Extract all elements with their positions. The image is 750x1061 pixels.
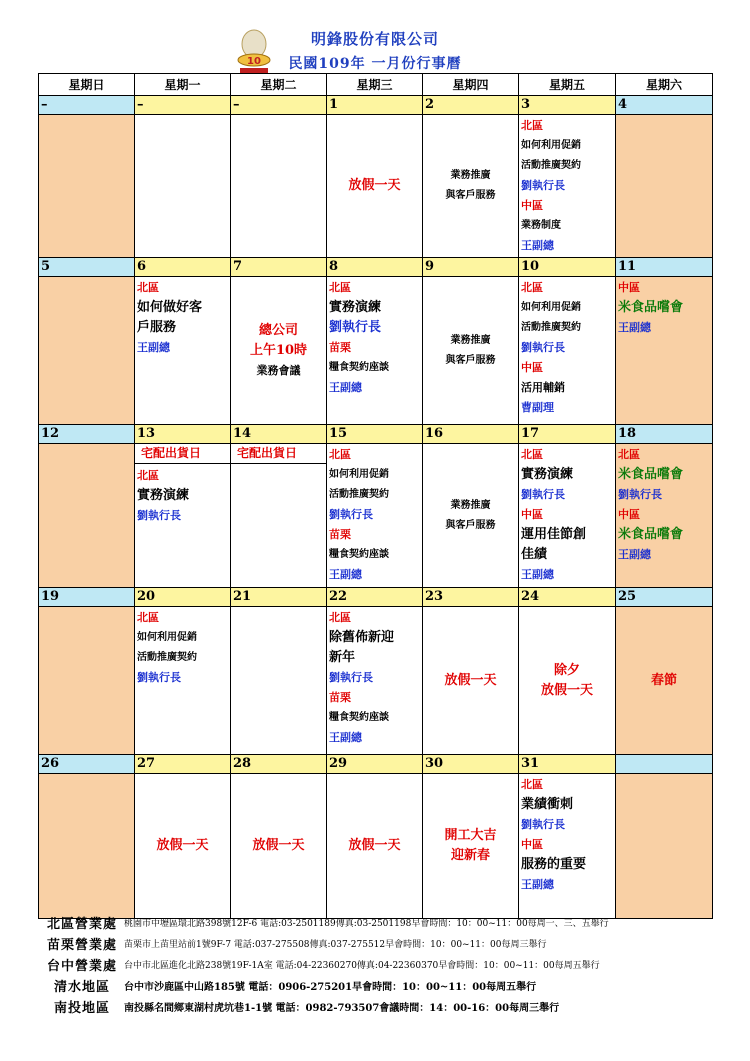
day-cell-sat xyxy=(616,607,713,755)
date-number-sat: 4 xyxy=(616,96,713,115)
day-cell-tue xyxy=(231,277,327,425)
date-number-mon: 13 xyxy=(135,425,231,444)
events-row xyxy=(39,607,713,755)
day-cell-sun xyxy=(39,774,135,919)
date-number-fri: 10 xyxy=(519,258,616,277)
day-cell-mon xyxy=(135,115,231,258)
day-cell-thu xyxy=(423,115,519,258)
event-line: 業務制度 xyxy=(521,220,561,231)
day-cell-wed xyxy=(327,277,423,425)
date-number-tue: 28 xyxy=(231,755,327,774)
event-line: 米食品嚐會 xyxy=(618,467,684,482)
date-number-sat: 18 xyxy=(616,425,713,444)
event-line: 北區 xyxy=(329,611,351,624)
date-number-tue: 21 xyxy=(231,588,327,607)
day-cell-fri xyxy=(519,115,616,258)
date-row xyxy=(39,755,713,774)
date-number-tue: 14 xyxy=(231,425,327,444)
delivery-day-tag: 宅配出貨日 xyxy=(231,444,326,464)
event-line: 活動推廣契約 xyxy=(137,652,197,663)
event-line: 總公司 xyxy=(258,322,298,338)
office-info: 苗栗市上苗里站前1號9F-7 電話:037-275508傳真:037-275512早會時間：10：00~11：00每周三舉行 xyxy=(124,940,547,950)
day-cell-thu xyxy=(423,607,519,755)
day-cell-sun xyxy=(39,444,135,588)
event-line: 如何利用促銷 xyxy=(329,469,389,480)
event-line: 放假一天 xyxy=(348,838,401,853)
event-line: 如何做好客 xyxy=(137,300,203,315)
events-row xyxy=(39,277,713,425)
event-line: 糧食契約座談 xyxy=(329,549,389,560)
event-line: 春節 xyxy=(650,672,677,688)
day-cell-tue xyxy=(231,774,327,919)
date-number-tue: – xyxy=(231,96,327,115)
event-line: 王副總 xyxy=(618,321,651,334)
event-line: 中區 xyxy=(521,838,543,851)
office-row xyxy=(40,975,730,996)
event-line: 北區 xyxy=(137,469,159,482)
event-line: 劉執行長 xyxy=(521,179,565,192)
event-line: 劉執行長 xyxy=(521,488,565,501)
event-line: 放假一天 xyxy=(540,682,593,698)
date-number-thu: 23 xyxy=(423,588,519,607)
event-line: 與客戶服務 xyxy=(445,190,496,201)
calendar-title: 民國109年 一月份行事曆 xyxy=(288,56,462,72)
day-cell-tue xyxy=(231,115,327,258)
event-line: 業務推廣 xyxy=(450,499,491,511)
event-line: 北區 xyxy=(137,611,159,624)
date-number-wed: 8 xyxy=(327,258,423,277)
day-cell-mon xyxy=(135,277,231,425)
event-line: 服務的重要 xyxy=(521,857,587,872)
date-number-sat: 11 xyxy=(616,258,713,277)
date-number-mon: 27 xyxy=(135,755,231,774)
event-line: 劉執行長 xyxy=(137,509,181,522)
date-number-sun: 26 xyxy=(39,755,135,774)
event-line: 如何利用促銷 xyxy=(521,140,581,151)
event-line: 除舊佈新迎 xyxy=(329,630,395,645)
day-cell-sun xyxy=(39,277,135,425)
event-line: 中區 xyxy=(618,508,640,521)
event-line: 北區 xyxy=(329,448,351,461)
event-line: 實務演練 xyxy=(137,488,190,503)
event-line: 放假一天 xyxy=(156,838,209,853)
date-row xyxy=(39,96,713,115)
event-line: 米食品嚐會 xyxy=(618,300,684,315)
date-number-sat: 25 xyxy=(616,588,713,607)
weekday-header-row xyxy=(39,74,713,96)
event-line: 活動推廣契約 xyxy=(521,322,581,333)
event-line: 放假一天 xyxy=(348,178,401,193)
event-line: 王副總 xyxy=(521,878,554,891)
events-row xyxy=(39,444,713,588)
weekday-wed: 星期三 xyxy=(327,74,423,96)
event-line: 業務會議 xyxy=(256,363,301,377)
event-line: 劉執行長 xyxy=(137,671,181,684)
event-line: 活動推廣契約 xyxy=(329,489,389,500)
event-line: 北區 xyxy=(521,119,543,132)
office-name: 南投地區 xyxy=(53,1001,110,1016)
event-line: 北區 xyxy=(521,281,543,294)
office-name: 北區營業處 xyxy=(46,917,117,932)
event-line: 曹副理 xyxy=(521,401,554,414)
event-line: 苗栗 xyxy=(329,691,351,704)
event-line: 如何利用促銷 xyxy=(521,302,581,313)
weekday-thu: 星期四 xyxy=(423,74,519,96)
office-info: 台中市沙鹿區中山路185號 電話：0906-275201早會時間：10：00~11：00每周五舉行 xyxy=(124,982,537,993)
weekday-tue: 星期二 xyxy=(231,74,327,96)
event-line: 劉執行長 xyxy=(521,341,565,354)
date-number-thu: 30 xyxy=(423,755,519,774)
office-name: 台中營業處 xyxy=(46,959,117,974)
event-line: 北區 xyxy=(618,448,640,461)
event-line: 放假一天 xyxy=(252,838,305,853)
weekday-sat: 星期六 xyxy=(616,74,713,96)
day-cell-wed xyxy=(327,444,423,588)
event-line: 王副總 xyxy=(521,568,554,581)
date-number-fri: 24 xyxy=(519,588,616,607)
office-info: 南投縣名間鄉東湖村虎坑巷1-1號 電話：0982-793507會議時間：14：00-16：00每周三舉行 xyxy=(124,1003,560,1014)
office-name: 苗栗營業處 xyxy=(46,938,117,953)
date-number-thu: 9 xyxy=(423,258,519,277)
event-line: 中區 xyxy=(521,199,543,212)
event-line: 如何利用促銷 xyxy=(137,632,197,643)
event-line: 與客戶服務 xyxy=(445,519,496,531)
day-cell-mon xyxy=(135,774,231,919)
event-line: 活動推廣契約 xyxy=(521,160,581,171)
office-row xyxy=(40,933,730,954)
event-line: 王副總 xyxy=(618,548,651,561)
date-number-mon: 20 xyxy=(135,588,231,607)
event-line: 王副總 xyxy=(137,341,170,354)
event-line: 實務演練 xyxy=(329,300,382,315)
event-line: 劉執行長 xyxy=(329,320,382,335)
event-line: 業績衝刺 xyxy=(521,797,574,812)
event-line: 北區 xyxy=(329,281,351,294)
company-name: 明鋒股份有限公司 xyxy=(310,30,439,48)
event-line: 迎新春 xyxy=(450,848,490,863)
date-row xyxy=(39,258,713,277)
date-number-sun: 19 xyxy=(39,588,135,607)
event-line: 王副總 xyxy=(521,239,554,252)
day-cell-thu xyxy=(423,774,519,919)
day-cell-tue xyxy=(231,607,327,755)
event-line: 戶服務 xyxy=(137,320,177,335)
event-line: 與客戶服務 xyxy=(445,354,496,366)
day-cell-fri xyxy=(519,607,616,755)
date-number-wed: 15 xyxy=(327,425,423,444)
event-line: 北區 xyxy=(521,448,543,461)
calendar-table xyxy=(38,73,713,919)
event-line: 業務推廣 xyxy=(450,170,491,181)
date-number-mon: 6 xyxy=(135,258,231,277)
day-cell-fri xyxy=(519,277,616,425)
office-name: 清水地區 xyxy=(53,980,110,995)
day-cell-thu xyxy=(423,444,519,588)
day-cell-sat xyxy=(616,277,713,425)
event-line: 上午10時 xyxy=(249,342,308,358)
delivery-day-tag: 宅配出貨日 xyxy=(135,444,230,464)
day-cell-sat xyxy=(616,115,713,258)
office-list xyxy=(40,912,730,1017)
day-cell-sat xyxy=(616,774,713,919)
day-cell-tue xyxy=(231,444,327,588)
event-line: 中區 xyxy=(618,281,640,294)
events-row xyxy=(39,115,713,258)
office-row xyxy=(40,996,730,1017)
day-cell-thu xyxy=(423,277,519,425)
event-line: 中區 xyxy=(521,361,543,374)
day-cell-mon xyxy=(135,444,231,588)
office-row xyxy=(40,912,730,933)
event-line: 劉執行長 xyxy=(618,488,662,501)
day-cell-wed xyxy=(327,774,423,919)
day-cell-fri xyxy=(519,774,616,919)
event-line: 劉執行長 xyxy=(329,671,373,684)
office-info: 桃園市中壢區環北路398號12F-6 電話:03-2501189傳真:03-2501198早會時間：10：00~11：00每周一、三、五舉行 xyxy=(124,919,609,929)
page-header xyxy=(0,28,750,73)
event-line: 放假一天 xyxy=(444,672,497,688)
event-line: 佳績 xyxy=(521,547,548,562)
date-number-tue: 7 xyxy=(231,258,327,277)
date-number-thu: 16 xyxy=(423,425,519,444)
date-number-wed: 29 xyxy=(327,755,423,774)
date-number-fri: 17 xyxy=(519,425,616,444)
date-row xyxy=(39,425,713,444)
day-cell-wed xyxy=(327,607,423,755)
date-number-sat xyxy=(616,755,713,774)
event-line: 實務演練 xyxy=(521,467,574,482)
date-number-mon: – xyxy=(135,96,231,115)
date-number-sun: – xyxy=(39,96,135,115)
event-line: 米食品嚐會 xyxy=(618,527,684,542)
day-cell-sat xyxy=(616,444,713,588)
day-cell-sun xyxy=(39,607,135,755)
day-cell-sun xyxy=(39,115,135,258)
event-line: 北區 xyxy=(137,281,159,294)
event-line: 北區 xyxy=(521,778,543,791)
event-line: 新年 xyxy=(329,650,356,665)
event-line: 糧食契約座談 xyxy=(329,362,389,373)
date-number-sun: 12 xyxy=(39,425,135,444)
event-line: 劉執行長 xyxy=(329,508,373,521)
event-line: 中區 xyxy=(521,508,543,521)
event-line: 業務推廣 xyxy=(450,334,491,346)
date-number-wed: 1 xyxy=(327,96,423,115)
date-number-wed: 22 xyxy=(327,588,423,607)
date-number-fri: 3 xyxy=(519,96,616,115)
event-line: 除夕 xyxy=(553,662,580,678)
event-line: 劉執行長 xyxy=(521,818,565,831)
event-line: 苗栗 xyxy=(329,528,351,541)
date-number-sun: 5 xyxy=(39,258,135,277)
logo-text: 10 xyxy=(247,56,261,67)
event-line: 王副總 xyxy=(329,381,362,394)
event-line: 王副總 xyxy=(329,568,362,581)
day-cell-mon xyxy=(135,607,231,755)
event-line: 糧食契約座談 xyxy=(329,712,389,723)
date-number-thu: 2 xyxy=(423,96,519,115)
event-line: 苗栗 xyxy=(329,341,351,354)
event-line: 活用輔銷 xyxy=(521,381,565,394)
weekday-sun: 星期日 xyxy=(39,74,135,96)
office-info: 台中市北區進化北路238號19F-1A室 電話:04-22360270傳真:04-22360370早會時間：10：00~11：00每周五舉行 xyxy=(124,961,600,971)
office-row xyxy=(40,954,730,975)
event-line: 開工大吉 xyxy=(444,828,497,843)
date-number-fri: 31 xyxy=(519,755,616,774)
weekday-fri: 星期五 xyxy=(519,74,616,96)
day-cell-fri xyxy=(519,444,616,588)
event-line: 王副總 xyxy=(329,731,362,744)
event-line: 運用佳節創 xyxy=(521,527,587,542)
day-cell-wed xyxy=(327,115,423,258)
date-row xyxy=(39,588,713,607)
events-row xyxy=(39,774,713,919)
weekday-mon: 星期一 xyxy=(135,74,231,96)
